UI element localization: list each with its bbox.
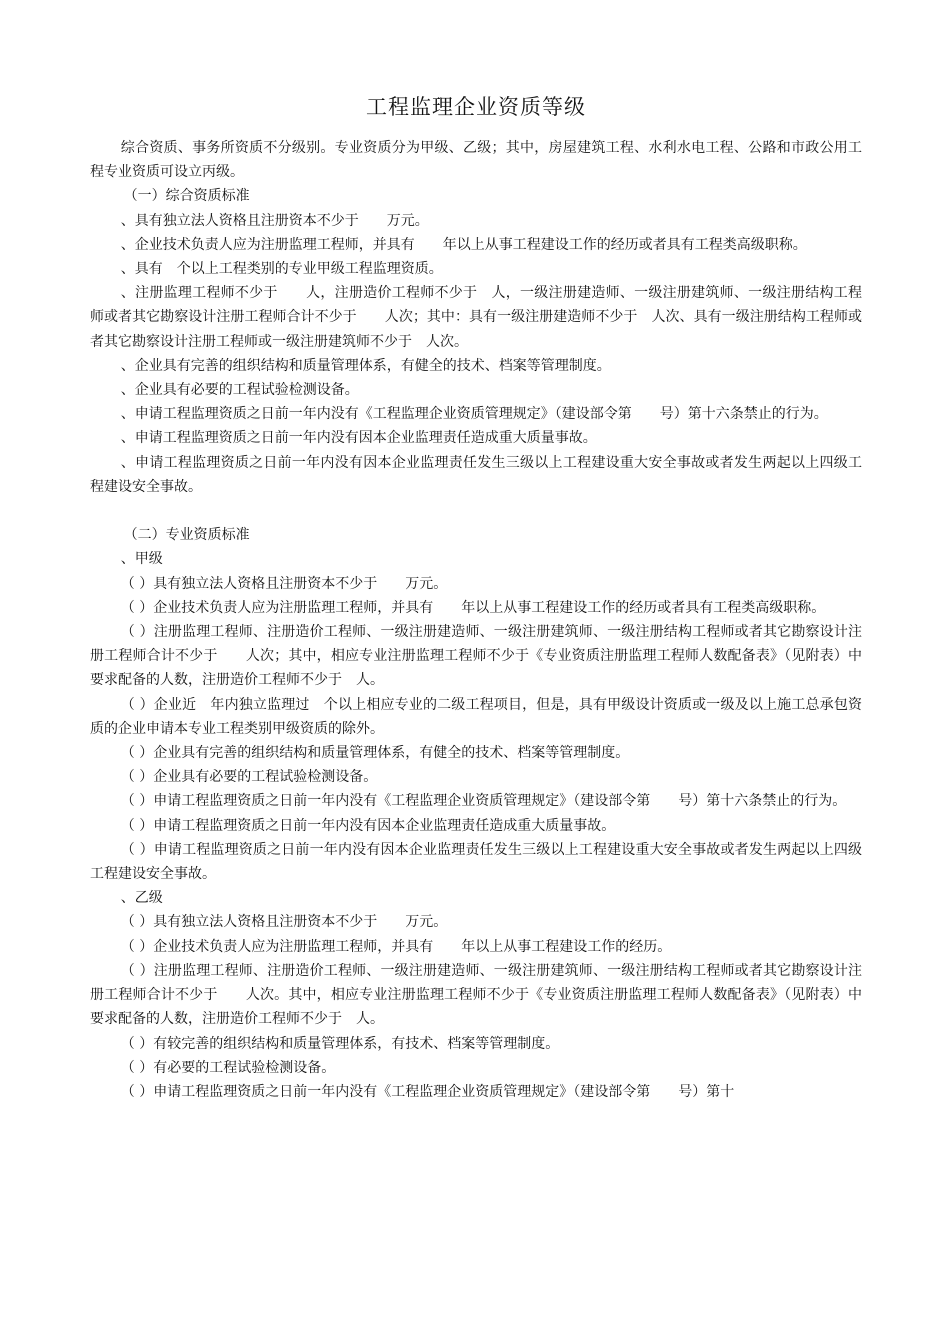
document-title: 工程监理企业资质等级: [366, 95, 586, 119]
paragraph-list: [90, 136, 862, 1104]
paragraph: （ ）企业具有必要的工程试验检测设备。: [120, 769, 378, 786]
paragraph: 、企业具有完善的组织结构和质量管理体系，有健全的技术、档案等管理制度。: [120, 357, 611, 374]
paragraph: 、申请工程监理资质之日前一年内没有《工程监理企业资质管理规定》（建设部令第 号）第十六条禁止的行为。: [120, 406, 828, 423]
document-body: [90, 92, 862, 1104]
section-heading: （一）综合资质标准: [123, 188, 250, 205]
paragraph: （ ）申请工程监理资质之日前一年内没有因本企业监理责任造成重大质量事故。: [120, 817, 616, 834]
paragraph: 、申请工程监理资质之日前一年内没有因本企业监理责任造成重大质量事故。: [120, 430, 597, 447]
paragraph: 、甲级: [120, 551, 163, 568]
paragraph: 、乙级: [120, 890, 163, 907]
paragraph: （ ）企业具有完善的组织结构和质量管理体系，有健全的技术、档案等管理制度。: [120, 745, 630, 762]
paragraph: （ ）注册监理工程师、注册造价工程师、一级注册建造师、一级注册建筑师、一级注册结构工程师或者其它勘察设计注册工程师合计不少于 人次；其中，相应专业注册监理工程师不少于《专业资质注册监理工程师人数配备表》（见附表）中要求配备的人数，注册造价工程师不少于 人。: [90, 624, 862, 689]
paragraph: （ ）有较完善的组织结构和质量管理体系，有技术、档案等管理制度。: [120, 1035, 560, 1052]
paragraph: （ ）具有独立法人资格且注册资本不少于 万元。: [120, 914, 448, 931]
paragraph: （ ）企业近 年内独立监理过 个以上相应专业的二级工程项目，但是，具有甲级设计资质或一级及以上施工总承包资质的企业申请本专业工程类别甲级资质的除外。: [90, 696, 862, 737]
section-heading: （二）专业资质标准: [123, 527, 250, 544]
blank-line: [90, 499, 862, 523]
paragraph: （ ）企业技术负责人应为注册监理工程师，并具有 年以上从事工程建设工作的经历或者具有工程类高级职称。: [120, 599, 826, 616]
paragraph: 、申请工程监理资质之日前一年内没有因本企业监理责任发生三级以上工程建设重大安全事故或者发生两起以上四级工程建设安全事故。: [90, 454, 862, 495]
paragraph: （ ）申请工程监理资质之日前一年内没有因本企业监理责任发生三级以上工程建设重大安全事故或者发生两起以上四级工程建设安全事故。: [90, 841, 862, 883]
paragraph: 综合资质、事务所资质不分级别。专业资质分为甲级、乙级；其中，房屋建筑工程、水利水电工程、公路和市政公用工程专业资质可设立丙级。: [90, 140, 862, 181]
paragraph: （ ）注册监理工程师、注册造价工程师、一级注册建造师、一级注册建筑师、一级注册结构工程师或者其它勘察设计注册工程师合计不少于 人次。其中，相应专业注册监理工程师不少于《专业资质注册监理工程师人数配备表》（见附表）中要求配备的人数，注册造价工程师不少于 人。: [90, 962, 862, 1028]
paragraph: 、具有 个以上工程类别的专业甲级工程监理资质。: [120, 261, 443, 278]
paragraph: （ ）有必要的工程试验检测设备。: [120, 1059, 336, 1076]
paragraph: 、企业具有必要的工程试验检测设备。: [120, 382, 359, 399]
paragraph: 、注册监理工程师不少于 人，注册造价工程师不少于 人，一级注册建造师、一级注册建筑师、一级注册结构工程师或者其它勘察设计注册工程师合计不少于 人次；其中：具有一级注册建造师不少于 人次、具有一级注册结构工程师或者其它勘察设计注册工程师或一级注册建筑师不少于 人次。: [90, 285, 862, 350]
paragraph: 、企业技术负责人应为注册监理工程师，并具有 年以上从事工程建设工作的经历或者具有工程类高级职称。: [120, 236, 807, 253]
paragraph: （ ）申请工程监理资质之日前一年内没有《工程监理企业资质管理规定》（建设部令第 号）第十: [120, 1083, 735, 1100]
paragraph: （ ）具有独立法人资格且注册资本不少于 万元。: [120, 575, 448, 592]
paragraph: （ ）申请工程监理资质之日前一年内没有《工程监理企业资质管理规定》（建设部令第 号）第十六条禁止的行为。: [120, 793, 847, 810]
paragraph: （ ）企业技术负责人应为注册监理工程师，并具有 年以上从事工程建设工作的经历。: [120, 938, 672, 955]
paragraph: 、具有独立法人资格且注册资本不少于 万元。: [120, 212, 429, 229]
